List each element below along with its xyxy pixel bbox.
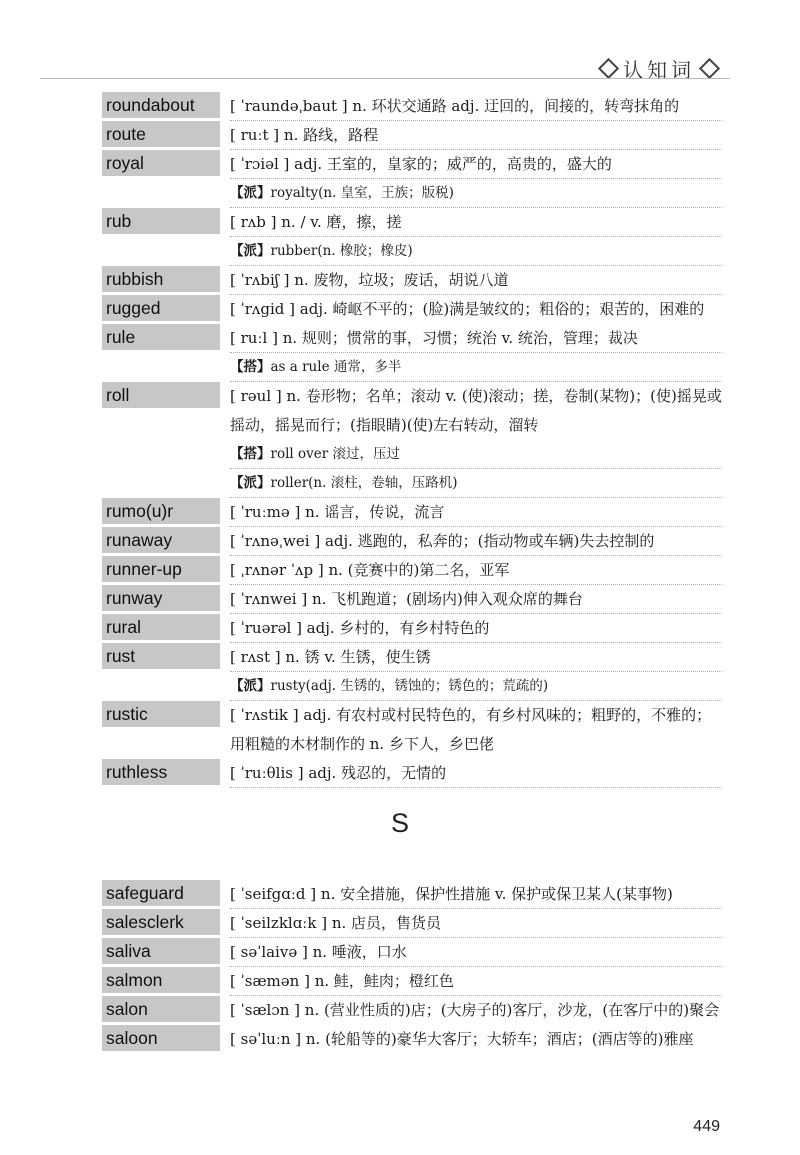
- definition-line: [ ˌrʌnər ˈʌp ] n. (竞赛中的)第二名，亚军: [230, 556, 722, 585]
- sub-tag: 【派】: [230, 678, 271, 694]
- sub-tag: 【搭】: [230, 446, 271, 462]
- dictionary-entry: [102, 967, 722, 996]
- entry-body: [230, 996, 722, 1025]
- entry-body: [230, 150, 722, 208]
- headword: rust: [102, 643, 220, 669]
- headword: rustic: [102, 701, 220, 727]
- headword: saliva: [102, 938, 220, 964]
- sub-text: rusty(adj. 生锈的，锈蚀的；锈色的；荒疏的): [270, 678, 549, 694]
- definition-line: [ səˈluːn ] n. (轮船等的)豪华大客厅；大轿车；酒店；(酒店等的)雅座: [230, 1030, 694, 1048]
- dictionary-entry: [102, 121, 722, 150]
- dictionary-entry: [102, 701, 722, 759]
- diamond-icon: [598, 58, 619, 79]
- headword: ruthless: [102, 759, 220, 785]
- entries-s-section: [102, 880, 722, 1054]
- dictionary-entry: [102, 1025, 722, 1054]
- sub-line: [230, 353, 722, 382]
- entry-body: [230, 92, 722, 121]
- headword: route: [102, 121, 220, 147]
- section-letter: S: [390, 808, 409, 838]
- dictionary-entry: [102, 643, 722, 701]
- sub-text: as a rule 通常，多半: [270, 359, 402, 375]
- dictionary-entry: [102, 382, 722, 498]
- definition-line: [ ˈruːmə ] n. 谣言，传说，流言: [230, 498, 722, 527]
- entry-body: [230, 1025, 722, 1054]
- definition-line: [ ˈruərəl ] adj. 乡村的，有乡村特色的: [230, 614, 722, 643]
- entry-body: [230, 121, 722, 150]
- definition-line: [ ruːl ] n. 规则；惯常的事，习惯；统治 v. 统治，管理；裁决: [230, 324, 722, 353]
- definition-line: [ ˈsælɔn ] n. (营业性质的)店；(大房子的)客厅，沙龙，(在客厅中的)聚会: [230, 1001, 720, 1019]
- entry-body: [230, 208, 722, 266]
- definition-line: [ ˈruːθlis ] adj. 残忍的，无情的: [230, 759, 722, 788]
- definition-line: [ ˈrʌnəˌwei ] adj. 逃跑的，私奔的；(指动物或车辆)失去控制的: [230, 527, 722, 556]
- headword: royal: [102, 150, 220, 176]
- entries-r-section: [102, 92, 722, 788]
- dictionary-entry: [102, 92, 722, 121]
- entry-body: [230, 759, 722, 788]
- headword: runaway: [102, 527, 220, 553]
- dictionary-entry: [102, 295, 722, 324]
- headword: salon: [102, 996, 220, 1022]
- headword: runway: [102, 585, 220, 611]
- sub-text: royalty(n. 皇室，王族；版税): [270, 185, 454, 201]
- headword: rural: [102, 614, 220, 640]
- entry-body: [230, 701, 722, 759]
- dictionary-entry: [102, 909, 722, 938]
- headword: rubbish: [102, 266, 220, 292]
- dictionary-entry: [102, 498, 722, 527]
- dictionary-entry: [102, 759, 722, 788]
- sub-text: roller(n. 滚柱，卷轴，压路机): [270, 475, 458, 491]
- definition-line: [ ˈrʌbiʃ ] n. 废物，垃圾；废话，胡说八道: [230, 266, 722, 295]
- dictionary-entry: [102, 938, 722, 967]
- definition-line: [ ˈseifgɑːd ] n. 安全措施，保护性措施 v. 保护或保卫某人(某事物): [230, 880, 722, 909]
- entry-body: [230, 967, 722, 996]
- dictionary-entry: [102, 266, 722, 295]
- sub-tag: 【搭】: [230, 359, 271, 375]
- sub-line: [230, 179, 722, 208]
- headword: saloon: [102, 1025, 220, 1051]
- headword: roll: [102, 382, 220, 408]
- entry-body: [230, 324, 722, 382]
- sub-line: [230, 440, 722, 469]
- definition-line: [ ruːt ] n. 路线，路程: [230, 121, 722, 150]
- sub-text: roll over 滚过，压过: [270, 446, 400, 462]
- definition-line: [ səˈlaivə ] n. 唾液，口水: [230, 938, 722, 967]
- entry-body: [230, 295, 722, 324]
- definition-line: [ rʌb ] n. / v. 磨，擦，搓: [230, 208, 722, 237]
- entry-body: [230, 938, 722, 967]
- sub-line: [230, 469, 722, 498]
- diamond-icon: [699, 58, 720, 79]
- headword: salmon: [102, 967, 220, 993]
- entry-body: [230, 527, 722, 556]
- definition-line: [ ˈrʌnwei ] n. 飞机跑道；(剧场内)伸入观众席的舞台: [230, 585, 722, 614]
- entry-body: [230, 382, 722, 498]
- entry-body: [230, 614, 722, 643]
- headword: rule: [102, 324, 220, 350]
- dictionary-entry: [102, 150, 722, 208]
- dictionary-entry: [102, 324, 722, 382]
- headword: safeguard: [102, 880, 220, 906]
- definition-line: [ rəul ] n. 卷形物；名单；滚动 v. (使)滚动；搓，卷制(某物)；(使)摇晃或摇动，摇晃而行；(指眼睛)(使)左右转动，溜转: [230, 387, 722, 434]
- definition-line: [ ˈraundəˌbaut ] n. 环状交通路 adj. 迂回的，间接的，转弯抹角的: [230, 92, 722, 121]
- sub-tag: 【派】: [230, 475, 271, 491]
- entry-body: [230, 909, 722, 938]
- entry-body: [230, 643, 722, 701]
- dictionary-entry: [102, 996, 722, 1025]
- headword: runner-up: [102, 556, 220, 582]
- headword: rub: [102, 208, 220, 234]
- headword: rumo(u)r: [102, 498, 220, 524]
- sub-tag: 【派】: [230, 243, 271, 259]
- headword: roundabout: [102, 92, 220, 118]
- headword: rugged: [102, 295, 220, 321]
- dictionary-entry: [102, 614, 722, 643]
- dictionary-entry: [102, 208, 722, 266]
- definition-line: [ ˈsæmən ] n. 鲑，鲑肉；橙红色: [230, 967, 722, 996]
- dictionary-entry: [102, 527, 722, 556]
- entry-body: [230, 556, 722, 585]
- sub-text: rubber(n. 橡胶；橡皮): [270, 243, 413, 259]
- entry-body: [230, 498, 722, 527]
- dictionary-entry: [102, 556, 722, 585]
- page-number: 449: [693, 1118, 720, 1135]
- definition-line: [ ˈrʌstik ] adj. 有农村或村民特色的，有乡村风味的；粗野的，不雅的；用粗糙的木材制作的 n. 乡下人，乡巴佬: [230, 706, 712, 753]
- definition-line: [ ˈrʌgid ] adj. 崎岖不平的；(脸)满是皱纹的；粗俗的；艰苦的，困难的: [230, 300, 705, 318]
- definition-line: [ ˈseilzklɑːk ] n. 店员，售货员: [230, 909, 722, 938]
- dictionary-entry: [102, 880, 722, 909]
- definition-line: [ ˈrɔiəl ] adj. 王室的，皇家的；威严的，高贵的，盛大的: [230, 150, 722, 179]
- entry-body: [230, 585, 722, 614]
- entry-body: [230, 880, 722, 909]
- sub-line: [230, 237, 722, 266]
- entry-body: [230, 266, 722, 295]
- sub-line: [230, 672, 722, 701]
- headword: salesclerk: [102, 909, 220, 935]
- header-divider: [40, 78, 730, 79]
- definition-line: [ rʌst ] n. 锈 v. 生锈，使生锈: [230, 643, 722, 672]
- dictionary-entry: [102, 585, 722, 614]
- page-header: [0, 48, 800, 82]
- header-title-text: 认知词: [623, 58, 695, 82]
- sub-tag: 【派】: [230, 185, 271, 201]
